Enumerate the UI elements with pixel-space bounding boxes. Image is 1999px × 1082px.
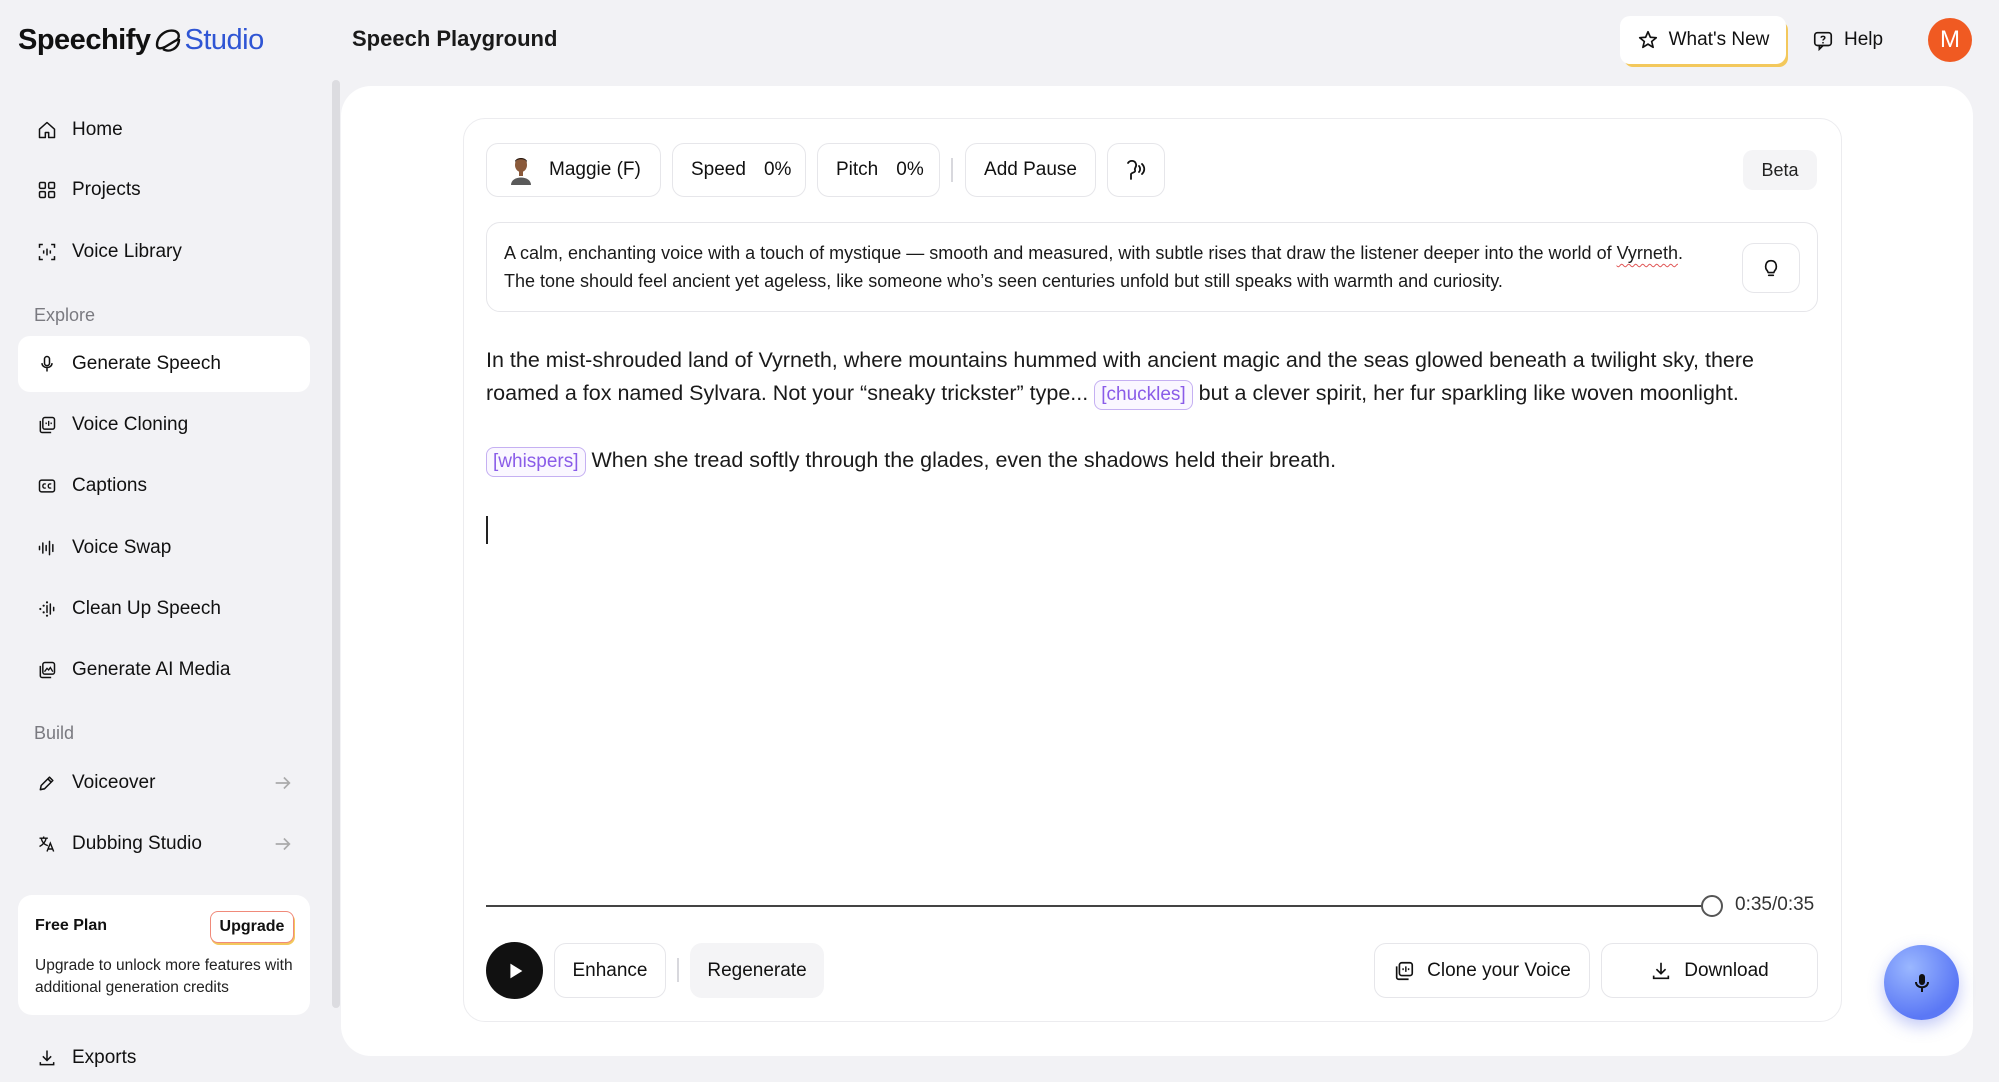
sidebar-item-voice-swap[interactable] — [18, 520, 310, 576]
story-paragraph — [486, 444, 1818, 477]
prompt-text-part: . The tone should feel ancient yet ageless, like someone who’s seen centuries unfold but still speaks with warmth and curiosity. — [504, 243, 1683, 291]
sidebar-item-clean-up-speech[interactable] — [18, 581, 310, 637]
microphone-icon — [1910, 971, 1934, 995]
sidebar-item-label: Home — [72, 119, 123, 140]
sidebar-item-label: Exports — [72, 1047, 137, 1068]
sidebar-item-voice-cloning[interactable] — [18, 397, 310, 453]
idea-button[interactable] — [1742, 243, 1800, 293]
sidebar-item-label: Generate Speech — [72, 353, 221, 374]
download-button[interactable] — [1601, 943, 1818, 998]
voice-input-button[interactable] — [1884, 945, 1959, 1020]
misspelled-word: Vyrneth — [1616, 243, 1678, 263]
sidebar-item-label: Clean Up Speech — [72, 598, 221, 619]
pitch-value: 0% — [896, 159, 924, 180]
play-button[interactable] — [486, 942, 543, 999]
sidebar-item-label: Projects — [72, 179, 141, 200]
logo-text-secondary: Studio — [184, 23, 264, 56]
sidebar-item-label: Captions — [72, 475, 147, 496]
text-cursor — [486, 516, 488, 544]
app-logo[interactable] — [18, 20, 264, 60]
star-icon — [1637, 29, 1659, 51]
speed-control[interactable] — [672, 143, 806, 197]
media-icon — [36, 659, 58, 681]
story-text: When she tread softly through the glades, even the shadows held their breath. — [585, 448, 1337, 472]
download-icon — [1650, 960, 1672, 982]
speaking-head-icon — [1123, 157, 1149, 183]
help-icon — [1812, 29, 1834, 51]
clone-icon — [36, 414, 58, 436]
audio-tag-whispers[interactable]: [whispers] — [486, 447, 586, 477]
action-divider — [677, 958, 679, 982]
section-label-build: Build — [34, 723, 75, 743]
sidebar-item-dubbing-studio[interactable] — [18, 816, 310, 872]
help-label: Help — [1844, 29, 1884, 50]
voice-selector[interactable] — [486, 143, 661, 197]
sidebar-item-label: Generate AI Media — [72, 659, 231, 680]
speed-value: 0% — [763, 159, 792, 180]
upgrade-button[interactable]: Upgrade — [210, 911, 294, 943]
voice-effects-button[interactable] — [1107, 143, 1165, 197]
lightbulb-icon — [1760, 257, 1782, 279]
regenerate-button[interactable]: Regenerate — [690, 943, 824, 998]
sidebar-item-label: Voice Swap — [72, 537, 172, 558]
section-label-explore: Explore — [34, 305, 96, 325]
whats-new-label: What's New — [1668, 29, 1770, 50]
toolbar-divider — [951, 158, 953, 182]
cc-icon — [36, 475, 58, 497]
sidebar-item-label: Voiceover — [72, 772, 156, 793]
download-icon — [36, 1047, 58, 1069]
arrow-right-icon — [272, 772, 294, 794]
story-paragraph — [486, 344, 1818, 410]
whats-new-button[interactable] — [1620, 16, 1786, 64]
story-text: but a clever spirit, her fur sparkling like woven moonlight. — [1192, 381, 1739, 405]
story-text-editor[interactable] — [486, 344, 1818, 511]
sidebar-item-home[interactable] — [18, 102, 310, 158]
sidebar-item-voiceover[interactable] — [18, 755, 310, 811]
clone-voice-label: Clone your Voice — [1427, 959, 1571, 981]
sidebar-item-exports[interactable] — [18, 1040, 310, 1076]
speechify-logo-icon — [153, 25, 183, 55]
clone-icon — [1393, 960, 1415, 982]
clone-voice-button[interactable] — [1374, 943, 1590, 998]
pitch-label: Pitch — [836, 159, 879, 180]
plan-card — [18, 895, 310, 1015]
playback-progress-bar[interactable] — [486, 905, 1712, 907]
plan-description: Upgrade to unlock more features with additional generation credits — [35, 957, 293, 996]
voice-name: Maggie (F) — [549, 159, 641, 180]
page-title: Speech Playground — [352, 26, 558, 51]
pen-icon — [36, 772, 58, 794]
sidebar-item-captions[interactable] — [18, 458, 310, 514]
voice-library-icon — [36, 241, 58, 263]
sidebar-item-label: Dubbing Studio — [72, 833, 202, 854]
sidebar-scrollbar[interactable] — [332, 80, 340, 1008]
audio-tag-chuckles[interactable]: [chuckles] — [1094, 380, 1192, 410]
home-icon — [36, 119, 58, 141]
enhance-button[interactable]: Enhance — [554, 943, 666, 998]
sidebar-item-generate-ai-media[interactable] — [18, 642, 310, 698]
plan-title: Free Plan — [35, 917, 108, 934]
sidebar-item-voice-library[interactable] — [18, 224, 310, 280]
voice-prompt-box[interactable] — [486, 222, 1818, 312]
voice-prompt-text[interactable] — [504, 239, 1714, 295]
add-pause-button[interactable]: Add Pause — [965, 143, 1096, 197]
playback-scrubber-handle[interactable] — [1701, 895, 1723, 917]
playback-time: 0:35/0:35 — [1735, 894, 1815, 915]
sidebar-item-label: Voice Library — [72, 241, 182, 262]
sidebar-item-generate-speech[interactable] — [18, 336, 310, 392]
beta-badge: Beta — [1743, 150, 1817, 190]
user-avatar[interactable]: M — [1928, 18, 1972, 62]
grid-icon — [36, 179, 58, 201]
speed-label: Speed — [691, 159, 746, 180]
story-text: In the mist-shrouded land of Vyrneth, where mountains hummed with ancient magic and the seas glowed beneath a twilight sky, there roamed a fox named Sylvara. Not your “sneaky trickster” type... — [486, 348, 1755, 405]
waveform-icon — [36, 537, 58, 559]
arrow-right-icon — [272, 833, 294, 855]
play-icon — [504, 960, 526, 982]
sidebar-item-projects[interactable] — [18, 162, 310, 218]
pitch-control[interactable] — [817, 143, 940, 197]
prompt-text-part: A calm, enchanting voice with a touch of mystique — smooth and measured, with subtle rises that draw the listener deeper into the world of — [504, 243, 1617, 263]
download-label: Download — [1684, 959, 1769, 981]
microphone-icon — [36, 353, 58, 375]
voice-avatar-icon — [509, 155, 533, 185]
translate-icon — [36, 833, 58, 855]
logo-text-primary: Speechify — [18, 23, 151, 56]
help-button[interactable] — [1812, 20, 1883, 60]
sidebar-item-label: Voice Cloning — [72, 414, 189, 435]
sparkle-icon — [36, 598, 58, 620]
